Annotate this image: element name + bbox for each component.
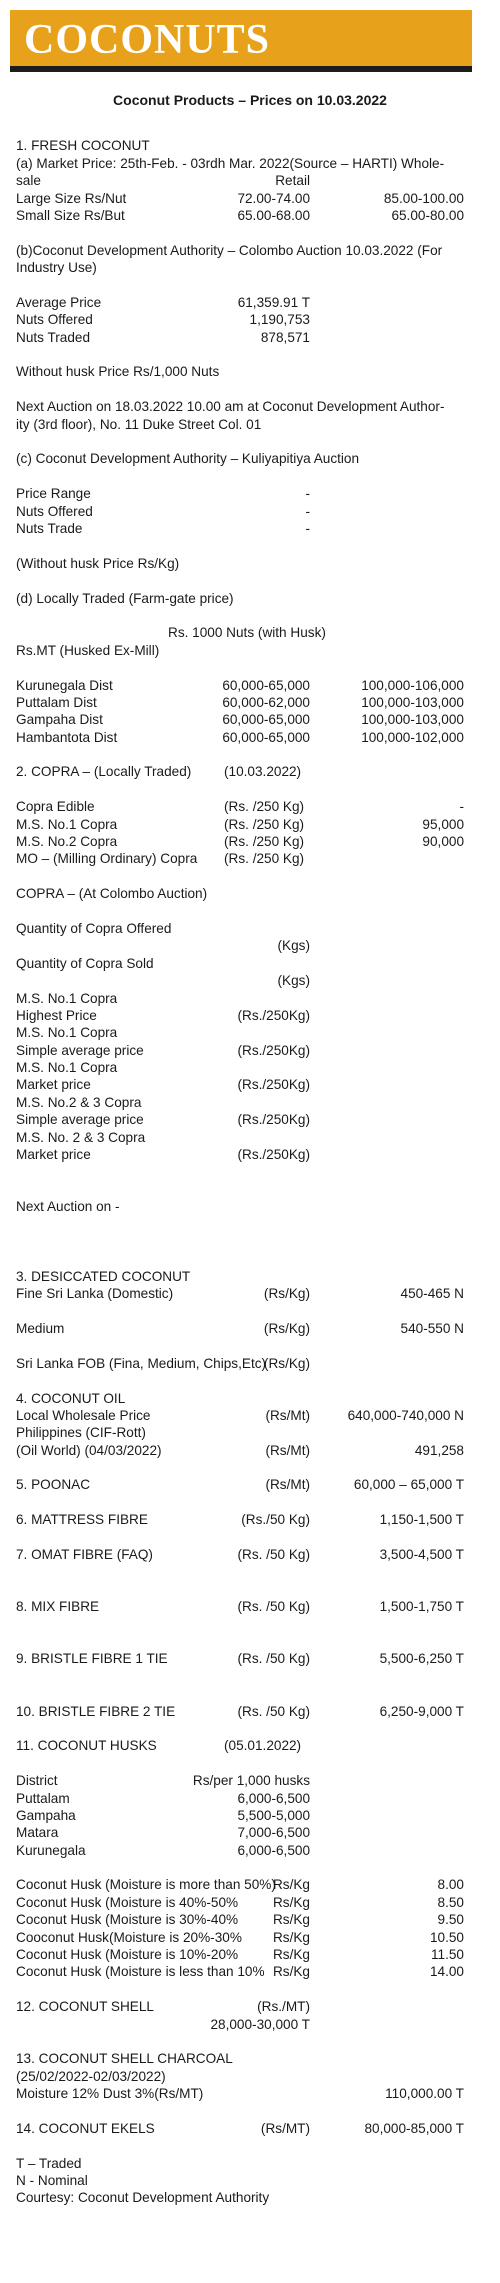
report-line	[16, 1442, 468, 1459]
line-value: 72.00-74.00	[237, 190, 310, 206]
report-line	[16, 2085, 468, 2102]
line-value: 450-465 N	[400, 1286, 464, 1302]
line-label: 11. COCONUT HUSKS	[16, 1738, 157, 1754]
report-line	[16, 1111, 468, 1128]
line-value: 61,359.91 T	[237, 294, 310, 310]
line-label: Local Wholesale Price	[16, 1407, 151, 1423]
line-value: -	[305, 520, 310, 536]
line-label: Price Range	[16, 486, 91, 502]
blank-line	[16, 1250, 468, 1267]
line-label: Moisture 12% Dust 3%(Rs/MT)	[16, 2086, 204, 2102]
report-line	[16, 1598, 468, 1615]
report-line	[16, 833, 468, 850]
line-value: 11.50	[430, 1947, 464, 1963]
line-label: 4. COCONUT OIL	[16, 1390, 126, 1406]
price-report	[16, 120, 468, 2207]
line-label: Nuts Trade	[16, 520, 83, 536]
line-label: ity (3rd floor), No. 11 Duke Street Col. 01	[16, 416, 262, 432]
blank-line	[16, 1459, 468, 1476]
report-line	[16, 2016, 468, 2033]
report-line	[16, 1772, 468, 1789]
blank-line	[16, 1685, 468, 1702]
line-label: (b)Coconut Development Authority – Colombo Auction 10.03.2022 (For	[16, 242, 443, 258]
report-line	[16, 259, 468, 276]
line-label: (Without husk Price Rs/Kg)	[16, 555, 180, 571]
line-value: 6,000-6,500	[237, 1842, 310, 1858]
line-label: 12. COCONUT SHELL	[16, 1999, 154, 2015]
report-line	[16, 1094, 468, 1111]
report-line	[16, 1998, 468, 2015]
line-value: 100,000-103,000	[361, 694, 464, 710]
line-label: Philippines (CIF-Rott)	[16, 1425, 146, 1441]
report-line	[16, 990, 468, 1007]
blank-line	[16, 120, 468, 137]
report-line	[16, 1024, 468, 1041]
line-label: Highest Price	[16, 1007, 97, 1023]
report-line	[16, 416, 468, 433]
line-value: 540-550 N	[400, 1320, 464, 1336]
line-label: Courtesy: Coconut Development Authority	[16, 2190, 270, 2206]
line-label: 6. MATTRESS FIBRE	[16, 1512, 148, 1528]
line-value: Retail	[275, 173, 310, 189]
line-label: Coconut Husk (Moisture is 30%-40%	[16, 1912, 239, 1928]
line-label: Cooconut Husk(Moisture is 20%-30%	[16, 1929, 242, 1945]
line-value: (Rs. /50 Kg)	[237, 1599, 310, 1615]
line-label: T – Traded	[16, 2155, 82, 2171]
line-label: Puttalam Dist	[16, 694, 97, 710]
report-line	[16, 1129, 468, 1146]
line-value: (Rs/MT)	[260, 2120, 310, 2136]
line-value: 10.50	[429, 1929, 464, 1945]
report-line	[16, 624, 468, 641]
report-line	[16, 1650, 468, 1667]
line-value: (Rs./250Kg)	[237, 1112, 310, 1128]
line-label: 13. COCONUT SHELL CHARCOAL	[16, 2051, 233, 2067]
report-line	[16, 2155, 468, 2172]
line-label: 1. FRESH COCONUT	[16, 138, 150, 154]
blank-line	[16, 1216, 468, 1233]
line-label: Market price	[16, 1077, 91, 1093]
line-label: M.S. No.2 & 3 Copra	[16, 1094, 142, 1110]
report-line	[16, 1320, 468, 1337]
line-value: 100,000-106,000	[361, 677, 464, 693]
report-line	[16, 450, 468, 467]
line-value: (Rs./250Kg)	[237, 1147, 310, 1163]
report-line	[16, 363, 468, 380]
line-value: 3,500-4,500 T	[379, 1547, 464, 1563]
report-line	[16, 798, 468, 815]
line-label: Quantity of Copra Sold	[16, 955, 154, 971]
line-value: 1,190,753	[249, 312, 310, 328]
line-value: (Rs. /250 Kg)	[224, 816, 305, 832]
line-value: 9.50	[437, 1912, 464, 1928]
line-label: Sri Lanka FOB (Fina, Medium, Chips,Etc)	[16, 1355, 267, 1371]
line-value: (Rs/Kg)	[263, 1286, 310, 1302]
line-value: (Rs./50 Kg)	[241, 1512, 310, 1528]
line-label: 9. BRISTLE FIBRE 1 TIE	[16, 1651, 168, 1667]
line-value: 7,000-6,500	[237, 1825, 310, 1841]
blank-line	[16, 468, 468, 485]
line-label: Simple average price	[16, 1042, 144, 1058]
report-line	[16, 1198, 468, 1215]
report-line	[16, 2068, 468, 2085]
line-label: (a) Market Price: 25th-Feb. - 03rdh Mar. 2022(Source – HARTI) Whole-	[16, 155, 445, 171]
report-line	[16, 2172, 468, 2189]
report-line	[16, 1807, 468, 1824]
blank-line	[16, 659, 468, 676]
report-line	[16, 311, 468, 328]
blank-line	[16, 746, 468, 763]
line-label: Large Size Rs/Nut	[16, 190, 127, 206]
line-value: 60,000 – 65,000 T	[353, 1477, 464, 1493]
line-value: Rs/Kg	[272, 1877, 310, 1893]
report-line	[16, 1355, 468, 1372]
blank-line	[16, 1581, 468, 1598]
report-line	[16, 242, 468, 259]
line-value: (Rs/Mt)	[265, 1442, 310, 1458]
report-line	[16, 137, 468, 154]
report-line	[16, 1007, 468, 1024]
line-label: (25/02/2022-02/03/2022)	[16, 2068, 166, 2084]
line-label: Kurunegala	[16, 1842, 86, 1858]
report-line	[16, 1546, 468, 1563]
blank-line	[16, 572, 468, 589]
line-value: 640,000-740,000 N	[347, 1407, 464, 1423]
report-line	[16, 1042, 468, 1059]
blank-line	[16, 1233, 468, 1250]
report-line	[16, 1894, 468, 1911]
line-label: Coconut Husk (Moisture is less than 10%	[16, 1964, 265, 1980]
blank-line	[16, 2033, 468, 2050]
line-value: -	[459, 799, 464, 815]
line-label: Industry Use)	[16, 260, 97, 276]
line-label: Quantity of Copra Offered	[16, 920, 172, 936]
line-value: (Rs/Kg)	[263, 1355, 310, 1371]
report-line	[16, 729, 468, 746]
line-label: Small Size Rs/But	[16, 207, 125, 223]
line-value: 28,000-30,000 T	[210, 2016, 310, 2032]
report-line	[16, 1511, 468, 1528]
line-value: (10.03.2022)	[224, 764, 302, 780]
blank-line	[16, 1668, 468, 1685]
report-line	[16, 1790, 468, 1807]
line-value: Rs/Kg	[272, 1964, 310, 1980]
line-label: Gampaha	[16, 1807, 76, 1823]
blank-line	[16, 1633, 468, 1650]
line-label: Average Price	[16, 294, 102, 310]
line-label: (Oil World) (04/03/2022)	[16, 1442, 162, 1458]
report-line	[16, 1824, 468, 1841]
blank-line	[16, 1981, 468, 1998]
blank-line	[16, 1720, 468, 1737]
blank-line	[16, 1303, 468, 1320]
line-label: Gampaha Dist	[16, 712, 103, 728]
line-label: District	[16, 1773, 58, 1789]
line-value: (05.01.2022)	[224, 1738, 302, 1754]
line-label: M.S. No.1 Copra	[16, 816, 118, 832]
line-value: -	[305, 503, 310, 519]
line-value: 14.00	[429, 1964, 464, 1980]
line-label: (c) Coconut Development Authority – Kuliyapitiya Auction	[16, 451, 360, 467]
page-title: Coconut Products – Prices on 10.03.2022	[113, 92, 387, 108]
line-value: Rs. 1000 Nuts (with Husk)	[168, 625, 326, 641]
report-line	[16, 711, 468, 728]
line-label: M.S. No.2 Copra	[16, 834, 118, 850]
report-line	[16, 207, 468, 224]
blank-line	[16, 346, 468, 363]
report-line	[16, 520, 468, 537]
line-label: Coconut Husk (Moisture is 10%-20%	[16, 1947, 239, 1963]
report-line	[16, 555, 468, 572]
line-value: 8.00	[437, 1877, 464, 1893]
line-value: 878,571	[260, 329, 310, 345]
report-line	[16, 1076, 468, 1093]
line-label: 14. COCONUT EKELS	[16, 2120, 155, 2136]
report-line	[16, 2050, 468, 2067]
line-label: Next Auction on 18.03.2022 10.00 am at Coconut Development Author-	[16, 399, 445, 415]
blank-line	[16, 1181, 468, 1198]
report-line	[16, 1946, 468, 1963]
line-value: Rs/Kg	[272, 1947, 310, 1963]
blank-line	[16, 1755, 468, 1772]
report-line	[16, 294, 468, 311]
line-label: Nuts Offered	[16, 312, 93, 328]
blank-line	[16, 1563, 468, 1580]
line-value: 8.50	[437, 1894, 464, 1910]
report-line	[16, 1268, 468, 1285]
blank-line	[16, 1163, 468, 1180]
report-line	[16, 1911, 468, 1928]
line-label: 5. POONAC	[16, 1477, 91, 1493]
line-value: 60,000-62,000	[222, 694, 310, 710]
report-line	[16, 398, 468, 415]
report-line	[16, 1737, 468, 1754]
report-line	[16, 885, 468, 902]
line-label: 2. COPRA – (Locally Traded)	[16, 764, 192, 780]
line-value: -	[305, 486, 310, 502]
report-line	[16, 1146, 468, 1163]
line-label: Fine Sri Lanka (Domestic)	[16, 1286, 174, 1302]
blank-line	[16, 537, 468, 554]
line-label: Coconut Husk (Moisture is more than 50%)	[16, 1877, 276, 1893]
line-label: Medium	[16, 1320, 65, 1336]
line-value: 60,000-65,000	[222, 712, 310, 728]
report-line	[16, 329, 468, 346]
line-label: Kurunegala Dist	[16, 677, 113, 693]
line-label: MO – (Milling Ordinary) Copra	[16, 851, 198, 867]
blank-line	[16, 2103, 468, 2120]
line-value: (Rs./250Kg)	[237, 1042, 310, 1058]
report-line	[16, 1963, 468, 1980]
line-value: 80,000-85,000 T	[364, 2120, 464, 2136]
line-label: Copra Edible	[16, 799, 95, 815]
line-value: Rs/per 1,000 husks	[192, 1773, 310, 1789]
line-label: Nuts Traded	[16, 329, 91, 345]
line-value: (Rs./MT)	[257, 1999, 310, 2015]
line-label: Nuts Offered	[16, 503, 93, 519]
report-line	[16, 1407, 468, 1424]
line-value: 6,250-9,000 T	[379, 1703, 464, 1719]
report-line	[16, 1424, 468, 1441]
report-line	[16, 190, 468, 207]
line-value: (Rs/Mt)	[265, 1477, 310, 1493]
report-line	[16, 850, 468, 867]
line-label: sale	[16, 173, 41, 189]
line-value: (Rs. /50 Kg)	[237, 1703, 310, 1719]
line-value: (Rs. /250 Kg)	[224, 851, 305, 867]
report-line	[16, 694, 468, 711]
line-label: COPRA – (At Colombo Auction)	[16, 886, 208, 902]
report-line	[16, 642, 468, 659]
line-value: 90,000	[422, 834, 464, 850]
line-label: M.S. No.1 Copra	[16, 1025, 118, 1041]
line-label: Puttalam	[16, 1790, 70, 1806]
line-label: M.S. No.1 Copra	[16, 990, 118, 1006]
line-value: (Kgs)	[277, 938, 310, 954]
line-value: (Rs. /250 Kg)	[224, 834, 305, 850]
line-value: 65.00-80.00	[391, 207, 464, 223]
report-line	[16, 1059, 468, 1076]
report-line	[16, 155, 468, 172]
line-label: Matara	[16, 1825, 59, 1841]
report-line	[16, 937, 468, 954]
line-label: Hambantota Dist	[16, 729, 118, 745]
line-value: 1,150-1,500 T	[379, 1512, 464, 1528]
line-value: 60,000-65,000	[222, 729, 310, 745]
blank-line	[16, 1494, 468, 1511]
line-value: Rs/Kg	[272, 1912, 310, 1928]
report-line	[16, 590, 468, 607]
line-value: 110,000.00 T	[385, 2086, 464, 2102]
line-value: Rs/Kg	[272, 1929, 310, 1945]
line-label: 8. MIX FIBRE	[16, 1599, 100, 1615]
line-label: Simple average price	[16, 1112, 144, 1128]
line-label: Market price	[16, 1147, 91, 1163]
line-value: 5,500-6,250 T	[379, 1651, 464, 1667]
line-value: 95,000	[422, 816, 464, 832]
line-value: Rs/Kg	[272, 1894, 310, 1910]
line-label: Coconut Husk (Moisture is 40%-50%	[16, 1894, 239, 1910]
line-value: (Rs./250Kg)	[237, 1077, 310, 1093]
report-line	[16, 677, 468, 694]
report-line	[16, 816, 468, 833]
blank-line	[16, 1529, 468, 1546]
blank-line	[16, 1616, 468, 1633]
report-line	[16, 1703, 468, 1720]
line-label: 7. OMAT FIBRE (FAQ)	[16, 1547, 153, 1563]
report-line	[16, 763, 468, 780]
report-line	[16, 920, 468, 937]
report-line	[16, 1476, 468, 1493]
line-value: 60,000-65,000	[222, 677, 310, 693]
report-line	[16, 955, 468, 972]
report-line	[16, 1876, 468, 1893]
coconuts-banner	[10, 10, 472, 72]
line-value: 85.00-100.00	[383, 190, 464, 206]
line-value: 5,500-5,000	[237, 1807, 310, 1823]
blank-line	[16, 868, 468, 885]
line-label: M.S. No. 2 & 3 Copra	[16, 1129, 146, 1145]
banner-title: COCONUTS	[24, 17, 271, 63]
blank-line	[16, 903, 468, 920]
report-line	[16, 972, 468, 989]
line-label: Rs.MT (Husked Ex-Mill)	[16, 642, 160, 658]
line-value: (Rs. /250 Kg)	[224, 799, 305, 815]
line-label: Next Auction on -	[16, 1199, 120, 1215]
blank-line	[16, 224, 468, 241]
report-line	[16, 1842, 468, 1859]
blank-line	[16, 2137, 468, 2154]
blank-line	[16, 607, 468, 624]
line-label: M.S. No.1 Copra	[16, 1060, 118, 1076]
line-label: N - Nominal	[16, 2173, 88, 2189]
line-label: Without husk Price Rs/1,000 Nuts	[16, 364, 220, 380]
report-line	[16, 1285, 468, 1302]
line-value: 1,500-1,750 T	[379, 1599, 464, 1615]
blank-line	[16, 781, 468, 798]
line-value: (Rs. /50 Kg)	[237, 1547, 310, 1563]
report-line	[16, 2120, 468, 2137]
blank-line	[16, 277, 468, 294]
line-value: 491,258	[414, 1442, 464, 1458]
line-value: 100,000-103,000	[361, 712, 464, 728]
line-value: (Kgs)	[277, 973, 310, 989]
line-value: 6,000-6,500	[237, 1790, 310, 1806]
line-value: 100,000-102,000	[361, 729, 464, 745]
report-line	[16, 1929, 468, 1946]
line-value: (Rs. /50 Kg)	[237, 1651, 310, 1667]
blank-line	[16, 1337, 468, 1354]
blank-line	[16, 1859, 468, 1876]
line-value: 65.00-68.00	[237, 207, 310, 223]
line-label: (d) Locally Traded (Farm-gate price)	[16, 590, 234, 606]
report-line	[16, 485, 468, 502]
line-label: 10. BRISTLE FIBRE 2 TIE	[16, 1703, 176, 1719]
report-line	[16, 1390, 468, 1407]
blank-line	[16, 433, 468, 450]
line-label: 3. DESICCATED COCONUT	[16, 1268, 191, 1284]
blank-line	[16, 1372, 468, 1389]
report-line	[16, 503, 468, 520]
report-line	[16, 2189, 468, 2206]
report-line	[16, 172, 468, 189]
line-value: (Rs/Kg)	[263, 1320, 310, 1336]
line-value: (Rs./250Kg)	[237, 1007, 310, 1023]
blank-line	[16, 381, 468, 398]
line-value: (Rs/Mt)	[265, 1407, 310, 1423]
